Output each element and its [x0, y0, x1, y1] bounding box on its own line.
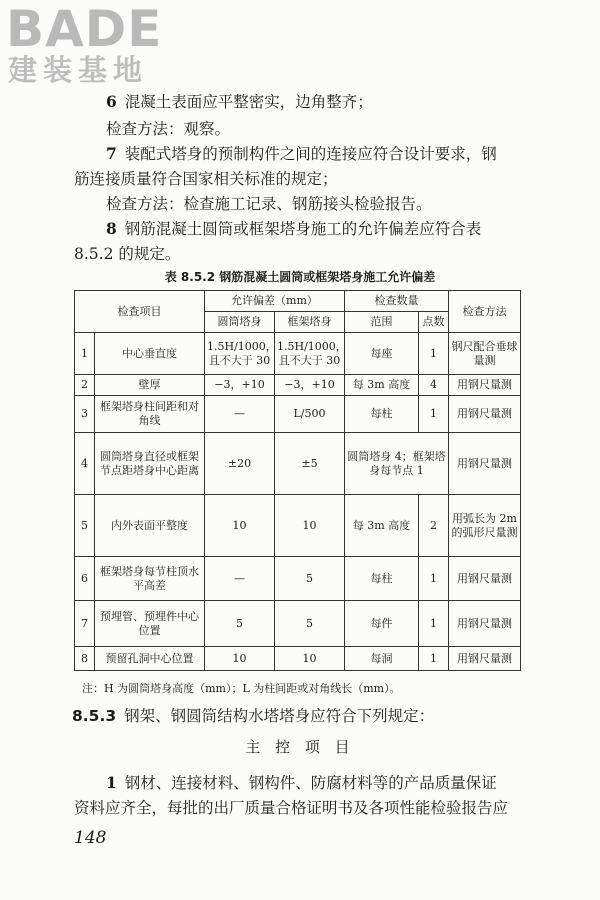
row-points: 1	[419, 333, 449, 375]
row-cylinder: ±20	[205, 433, 275, 495]
row-cylinder: 1.5H/1000，且不大于 30	[205, 333, 275, 375]
table-row	[75, 396, 521, 433]
row-frame: 10	[275, 647, 345, 671]
header-tolerance: 允许偏差（mm）	[205, 291, 345, 312]
item-number: 1	[106, 773, 117, 792]
row-item: 中心垂直度	[95, 333, 205, 375]
row-cylinder: —	[205, 557, 275, 601]
table-row	[75, 433, 521, 495]
row-method: 用钢尺量测	[449, 375, 521, 396]
table-row	[75, 557, 521, 601]
table-row	[75, 375, 521, 396]
section-8-5-3	[72, 704, 434, 726]
row-method: 钢尺配合垂球量测	[449, 333, 521, 375]
row-scope: 每件	[345, 601, 419, 647]
row-item: 圆筒塔身直径或框架节点距塔身中心距离	[95, 433, 205, 495]
table-row	[75, 647, 521, 671]
row-method: 用钢尺量测	[449, 433, 521, 495]
paragraph-item-8	[106, 218, 481, 240]
row-cylinder: —	[205, 396, 275, 433]
row-points: 1	[419, 396, 449, 433]
item-text: 钢材、连接材料、钢构件、防腐材料等的产品质量保证	[124, 774, 497, 792]
row-method: 用钢尺量测	[449, 647, 521, 671]
tolerance-table	[74, 290, 521, 671]
row-number: 5	[75, 495, 95, 557]
item-number: 6	[106, 92, 117, 111]
row-method: 用钢尺量测	[449, 396, 521, 433]
page-number: 148	[74, 828, 107, 848]
row-frame: 5	[275, 557, 345, 601]
row-number: 4	[75, 433, 95, 495]
logo-wordmark: BADE	[6, 0, 163, 58]
row-number: 6	[75, 557, 95, 601]
row-frame: ±5	[275, 433, 345, 495]
header-item: 检查项目	[75, 291, 205, 333]
table-row	[75, 495, 521, 557]
paragraph-line: 资料应齐全，每批的出厂质量合格证明书及各项性能检验报告应	[74, 799, 509, 817]
row-points: 4	[419, 375, 449, 396]
row-scope: 每 3m 高度	[345, 375, 419, 396]
paragraph-item-1	[106, 772, 497, 794]
row-scope: 圆筒塔身 4；框架塔身每节点 1	[345, 433, 449, 495]
row-points: 1	[419, 557, 449, 601]
row-item: 预埋管、预埋件中心位置	[95, 601, 205, 647]
row-method: 用钢尺量测	[449, 601, 521, 647]
row-method: 用弧长为 2m 的弧形尺量测	[449, 495, 521, 557]
row-item: 内外表面平整度	[95, 495, 205, 557]
row-cylinder: 5	[205, 601, 275, 647]
row-cylinder: 10	[205, 647, 275, 671]
row-item: 框架塔身柱间距和对角线	[95, 396, 205, 433]
main-control-heading: 主 控 项 目	[245, 738, 355, 756]
header-method: 检查方法	[449, 291, 521, 333]
header-points: 点数	[419, 312, 449, 333]
row-frame: 5	[275, 601, 345, 647]
row-number: 2	[75, 375, 95, 396]
row-cylinder: 10	[205, 495, 275, 557]
header-cylinder: 圆筒塔身	[205, 312, 275, 333]
row-number: 1	[75, 333, 95, 375]
table-row	[75, 333, 521, 375]
table-caption: 表 8.5.2 钢筋混凝土圆筒或框架塔身施工允许偏差	[164, 270, 436, 284]
row-scope: 每洞	[345, 647, 419, 671]
item-text: 混凝土表面应平整密实，边角整齐；	[124, 93, 373, 111]
row-number: 7	[75, 601, 95, 647]
row-frame: 1.5H/1000，且不大于 30	[275, 333, 345, 375]
header-quantity: 检查数量	[345, 291, 449, 312]
watermark-logo	[6, 0, 163, 87]
paragraph-line: 检查方法：观察。	[106, 120, 231, 138]
logo-subtitle: 建装基地	[8, 53, 149, 87]
row-frame: −3，+10	[275, 375, 345, 396]
row-number: 3	[75, 396, 95, 433]
section-text: 钢架、钢圆筒结构水塔塔身应符合下列规定：	[124, 707, 435, 725]
item-number: 7	[106, 144, 117, 163]
row-frame: 10	[275, 495, 345, 557]
section-number: 8.5.3	[72, 707, 117, 725]
row-points: 1	[419, 601, 449, 647]
item-text: 钢筋混凝土圆筒或框架塔身施工的允许偏差应符合表	[124, 220, 482, 238]
paragraph-line: 筋连接质量符合国家相关标准的规定；	[74, 170, 338, 188]
row-points: 2	[419, 495, 449, 557]
row-frame: L/500	[275, 396, 345, 433]
row-scope: 每柱	[345, 557, 419, 601]
paragraph-item-6	[106, 91, 373, 113]
row-points: 1	[419, 647, 449, 671]
row-scope: 每 3m 高度	[345, 495, 419, 557]
table-row	[75, 601, 521, 647]
header-frame: 框架塔身	[275, 312, 345, 333]
row-method: 用钢尺量测	[449, 557, 521, 601]
row-number: 8	[75, 647, 95, 671]
item-number: 8	[106, 219, 117, 238]
paragraph-line: 检查方法：检查施工记录、钢筋接头检验报告。	[106, 195, 432, 213]
row-scope: 每柱	[345, 396, 419, 433]
item-text: 装配式塔身的预制构件之间的连接应符合设计要求，钢	[124, 145, 497, 163]
paragraph-item-7	[106, 143, 497, 165]
header-scope: 范围	[345, 312, 419, 333]
row-item: 预留孔洞中心位置	[95, 647, 205, 671]
paragraph-line: 8.5.2 的规定。	[74, 245, 181, 263]
table-note: 注：H 为圆筒塔身高度（mm）；L 为柱间距或对角线长（mm）。	[82, 682, 401, 695]
row-scope: 每座	[345, 333, 419, 375]
row-item: 框架塔身每节柱顶水平高差	[95, 557, 205, 601]
row-cylinder: −3，+10	[205, 375, 275, 396]
row-item: 壁厚	[95, 375, 205, 396]
